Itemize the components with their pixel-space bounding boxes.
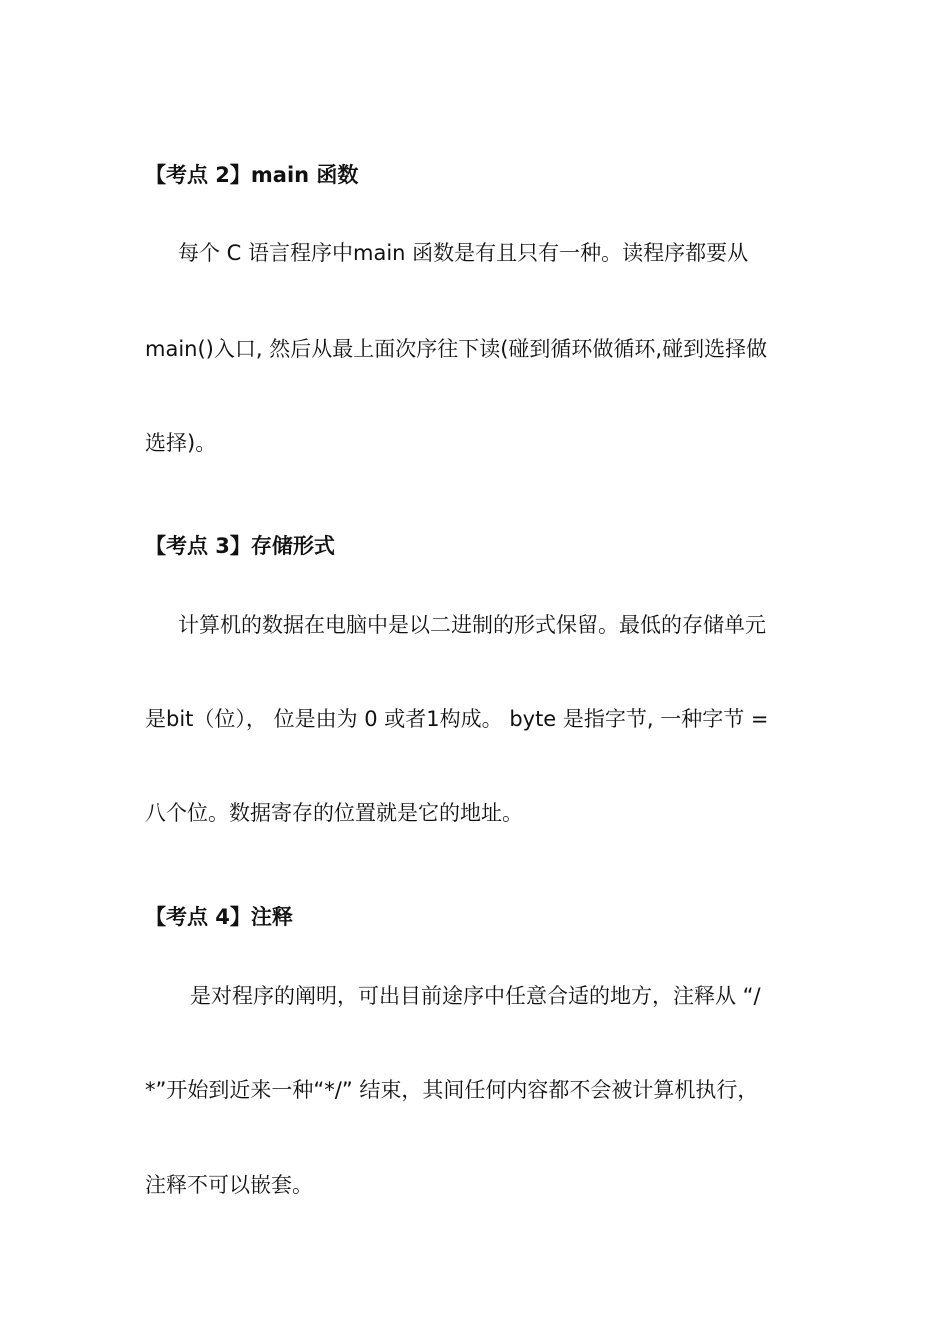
paragraph-line: 计算机的数据在电脑中是以二进制的形式保留。最低的存储单元	[178, 613, 766, 637]
paragraph-line: 注释不可以嵌套。	[145, 1173, 313, 1197]
paragraph-line: *”开始到近来一种“*/” 结束，其间任何内容都不会被计算机执行，	[145, 1078, 759, 1102]
paragraph-line: 是对程序的阐明，可出目前途序中任意合适的地方，注释从 “/	[190, 984, 761, 1008]
paragraph-line: 每个 C 语言程序中main 函数是有且只有一种。读程序都要从	[178, 241, 749, 265]
section-heading-comments: 【考点 4】注释	[145, 905, 293, 929]
paragraph-line: 是bit（位）， 位是由为 0 或者1构成。 byte 是指字节, 一种字节 =	[145, 707, 769, 731]
paragraph-line: 八个位。数据寄存的位置就是它的地址。	[145, 801, 523, 825]
paragraph-line: 选择)。	[145, 431, 217, 455]
section-heading-main-function: 【考点 2】main 函数	[145, 163, 359, 187]
section-heading-storage-form: 【考点 3】存储形式	[145, 534, 335, 558]
paragraph-line: main()入口, 然后从最上面次序往下读(碰到循环做循环,碰到选择做	[145, 337, 768, 361]
